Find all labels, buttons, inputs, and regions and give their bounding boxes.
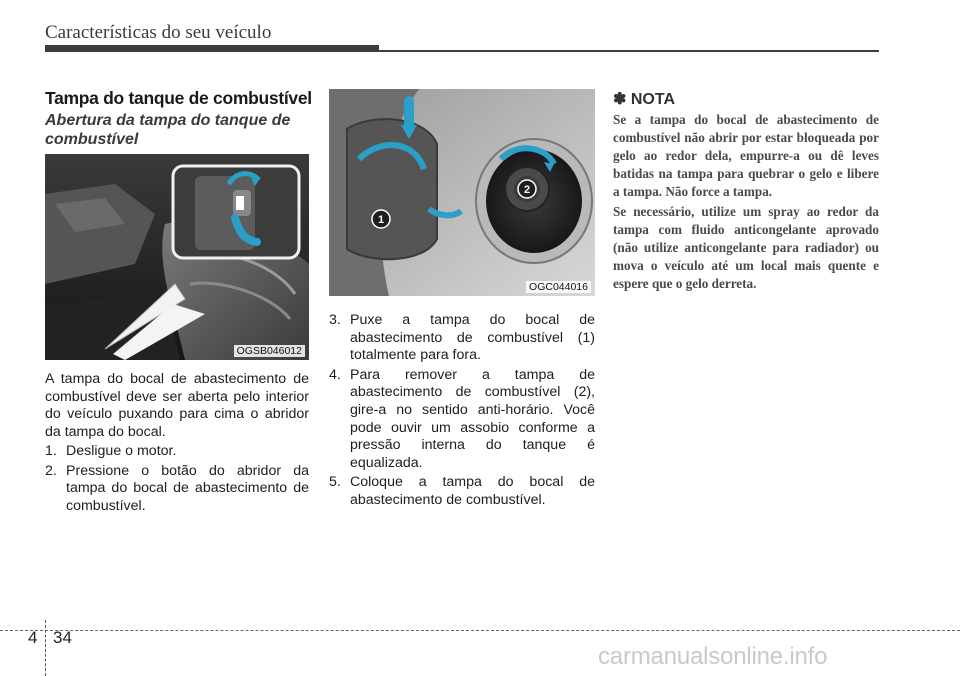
subsection-title: Abertura da tampa do tanque de combustível (45, 112, 291, 148)
footer-divider (45, 620, 46, 676)
list-item (329, 312, 595, 365)
callout-2-label: 2 (523, 184, 531, 196)
step-number: 1. (45, 443, 57, 459)
footer-rule (0, 630, 960, 631)
steps-list-left (45, 443, 309, 517)
list-item (329, 474, 595, 509)
list-item (45, 463, 309, 516)
note-body (613, 111, 879, 295)
watermark: carmanualsonline.info (598, 643, 828, 670)
step-text: Pressione o botão do abridor da tampa do bocal de abastecimento de combustível. (66, 462, 309, 514)
note-paragraph: Se necessário, utilize um spray ao redor da tampa com fluido anticongelante aprovado (não utilize anticongelante para radiador) ou mova o veículo até um local mais quente e espere que o gelo derreta. (613, 204, 879, 291)
intro-paragraph: A tampa do bocal de abastecimento de combustível deve ser aberta pelo interior do veículo puxando para cima o abridor da tampa do bocal. (45, 371, 309, 440)
interior-opener-photo (45, 154, 309, 360)
photo-code-left: OGSB046012 (234, 345, 305, 357)
step-text: Coloque a tampa do bocal de abastecimento de combustível. (350, 474, 595, 508)
header-rule-thin (379, 50, 879, 52)
list-item (45, 443, 309, 461)
step-number: 3. (329, 312, 341, 328)
fuel-door-photo (329, 89, 595, 296)
step-text: Desligue o motor. (66, 443, 177, 459)
step-number: 2. (45, 462, 57, 479)
note-heading: ✽ NOTA (613, 91, 675, 108)
photo-code-mid: OGC044016 (526, 281, 591, 293)
interior-illustration (45, 154, 309, 360)
step-text: Para remover a tampa de abastecimento de combustível (2), gire-a no sentido anti-horário. Você pode ouvir um assobio conforme a pressão interna do tanque é equalizada. (350, 366, 595, 471)
step-number: 5. (329, 474, 341, 491)
running-header: Características do seu veículo (45, 22, 272, 43)
note-paragraph: Se a tampa do bocal de abastecimento de combustível não abrir por estar bloqueada por gelo ao redor dela, empurre-a ou dê leves batidas na tampa para quebrar o gelo e libere a tampa. Não force a tampa. (613, 112, 879, 199)
section-title: Tampa do tanque de combustível (45, 88, 312, 108)
steps-list-mid (329, 312, 595, 512)
step-number: 4. (329, 366, 341, 383)
fuel-door-illustration (329, 89, 595, 296)
list-item (329, 367, 595, 473)
header-rule-thick (45, 45, 379, 52)
chapter-number: 4 (28, 628, 38, 647)
page-number: 34 (53, 628, 72, 647)
step-text: Puxe a tampa do bocal de abastecimento de combustível (1) totalmente para fora. (350, 312, 595, 364)
callout-1-label: 1 (377, 214, 385, 226)
